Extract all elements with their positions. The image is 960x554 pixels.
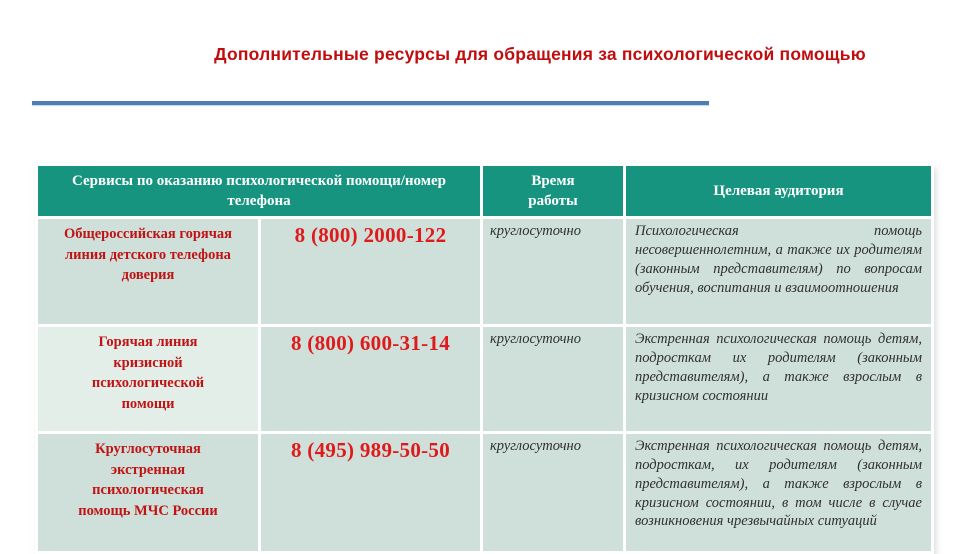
header-services-phone: Сервисы по оказанию психологической помощи/номер телефона <box>37 165 482 218</box>
slide-title: Дополнительные ресурсы для обращения за психологической помощью <box>214 44 866 64</box>
working-hours: круглосуточно <box>482 433 625 553</box>
title-underline-accent <box>32 101 709 105</box>
target-audience: Экстренная психологическая помощь детям, подросткам их родителям (законным представителям), а также взрослым в кризисном состоянии <box>625 326 933 433</box>
service-name: Круглосуточная экстренная психологическая помощь МЧС России <box>37 433 260 553</box>
service-name: Горячая линия кризисной психологической помощи <box>37 326 260 433</box>
table-header-row <box>37 165 933 218</box>
resources-table-container <box>35 163 931 554</box>
header-working-hours: Время работы <box>482 165 625 218</box>
phone-number: 8 (800) 600-31-14 <box>260 326 482 433</box>
working-hours: круглосуточно <box>482 218 625 326</box>
target-audience: Экстренная психологическая помощь детям, подросткам, их родителям (законным представителям), а также взрослым в кризисном состоянии, в том числе в случае возникновения чрезвычайных ситуаций <box>625 433 933 553</box>
header-target-audience: Целевая аудитория <box>625 165 933 218</box>
resources-table <box>35 163 934 554</box>
working-hours: круглосуточно <box>482 326 625 433</box>
target-audience: Психологическая помощь несовершеннолетним, а также их родителям (законным представителям) по вопросам обучения, воспитания и взаимоотношения <box>625 218 933 326</box>
table-row <box>37 326 933 433</box>
phone-number: 8 (800) 2000-122 <box>260 218 482 326</box>
table-row <box>37 433 933 553</box>
service-name: Общероссийская горячая линия детского телефона доверия <box>37 218 260 326</box>
phone-number: 8 (495) 989-50-50 <box>260 433 482 553</box>
table-row <box>37 218 933 326</box>
